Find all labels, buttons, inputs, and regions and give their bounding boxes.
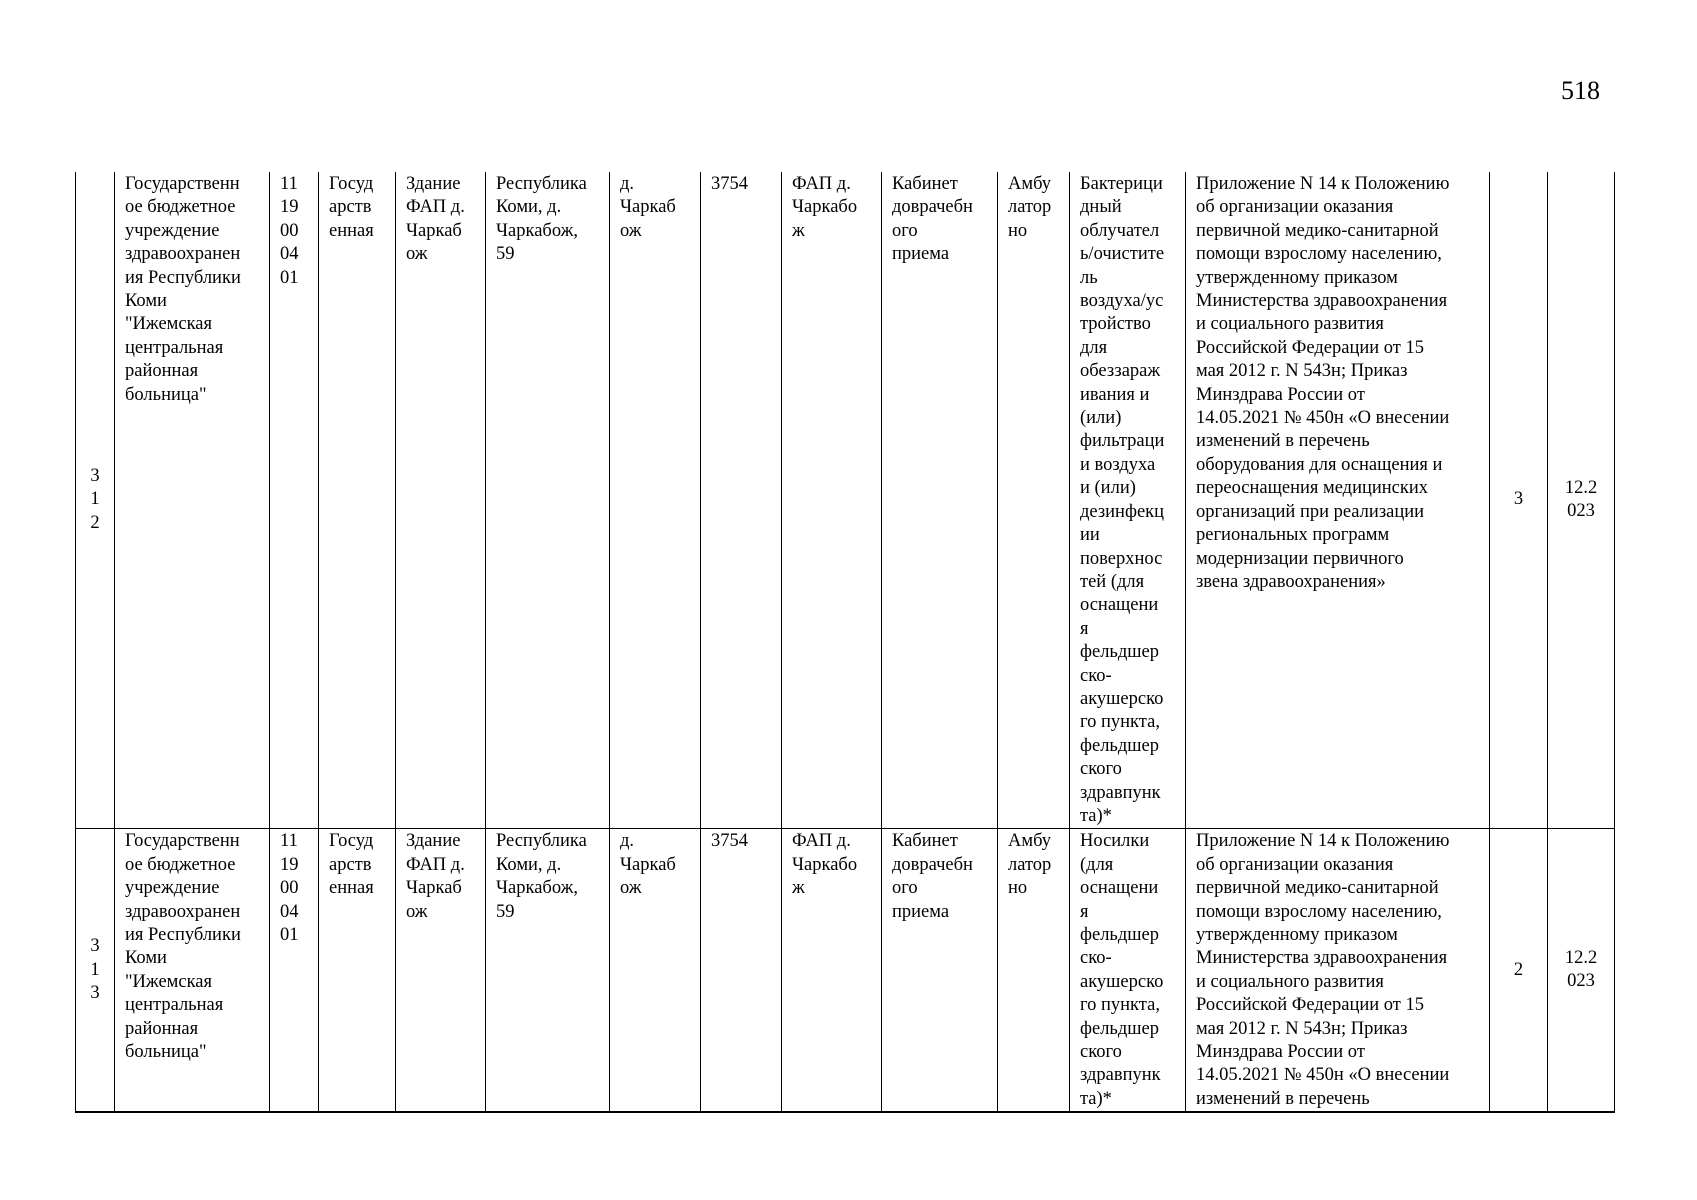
legal-basis: Приложение N 14 к Положению об организации оказания первичной медико-санитарной помощи взрослому населению, утвержденному приказом Министерства здравоохранения и социального развития Российской Федерации от 15 мая 2012 г. N 543н; Приказ Минздрава России от 14.05.2021 № 450н «О внесении изменений в перечень оборудования для оснащения и переоснащения медицинских организаций при реализации региональных программ модернизации первичного звена здравоохранения» (1186, 172, 1490, 829)
quantity: 2 (1490, 829, 1548, 1112)
organization-code: 11 19 00 04 01 (270, 172, 319, 829)
care-type: Амбу латор но (998, 829, 1070, 1112)
legal-basis: Приложение N 14 к Положению об организации оказания первичной медико-санитарной помощи взрослому населению, утвержденному приказом Министерства здравоохранения и социального развития Российской Федерации от 15 мая 2012 г. N 543н; Приказ Минздрава России от 14.05.2021 № 450н «О внесении изменений в перечень (1186, 829, 1490, 1112)
equipment-table (75, 172, 1615, 1113)
building-name: Здание ФАП д. Чаркаб ож (396, 829, 486, 1112)
organization-name: Государственн ое бюджетное учреждение здравоохранен ия Республики Коми "Ижемская центральная районная больница" (115, 172, 270, 829)
equipment-name: Бактерици дный облучател ь/очистите ль воздуха/ус тройство для обеззараж ивания и (или) фильтраци и воздуха и (или) дезинфекц ии поверхнос тей (для оснащени я фельдшер ско- акушерско го пункта, фельдшер ского здравпунк та)* (1070, 172, 1186, 829)
equipment-name: Носилки (для оснащени я фельдшер ско- акушерско го пункта, фельдшер ского здравпунк та)* (1070, 829, 1186, 1112)
date: 12.2 023 (1548, 829, 1615, 1112)
room-name: Кабинет доврачебн ого приема (882, 829, 998, 1112)
date: 12.2 023 (1548, 172, 1615, 829)
row-number: 3 1 2 (76, 172, 115, 829)
ownership-form: Госуд арств енная (319, 829, 396, 1112)
row-number: 3 1 3 (76, 829, 115, 1112)
table-row (76, 829, 1615, 1112)
organization-name: Государственн ое бюджетное учреждение здравоохранен ия Республики Коми "Ижемская центральная районная больница" (115, 829, 270, 1112)
unit-name: ФАП д. Чаркабо ж (782, 172, 882, 829)
address: Республика Коми, д. Чаркабож, 59 (486, 829, 610, 1112)
care-type: Амбу латор но (998, 172, 1070, 829)
table-row (76, 172, 1615, 829)
building-name: Здание ФАП д. Чаркаб ож (396, 172, 486, 829)
room-name: Кабинет доврачебн ого приема (882, 172, 998, 829)
locality: д. Чаркаб ож (610, 172, 701, 829)
page-number: 518 (1561, 76, 1600, 105)
quantity: 3 (1490, 172, 1548, 829)
locality: д. Чаркаб ож (610, 829, 701, 1112)
index-code: 3754 (701, 172, 782, 829)
ownership-form: Госуд арств енная (319, 172, 396, 829)
organization-code: 11 19 00 04 01 (270, 829, 319, 1112)
index-code: 3754 (701, 829, 782, 1112)
unit-name: ФАП д. Чаркабо ж (782, 829, 882, 1112)
address: Республика Коми, д. Чаркабож, 59 (486, 172, 610, 829)
